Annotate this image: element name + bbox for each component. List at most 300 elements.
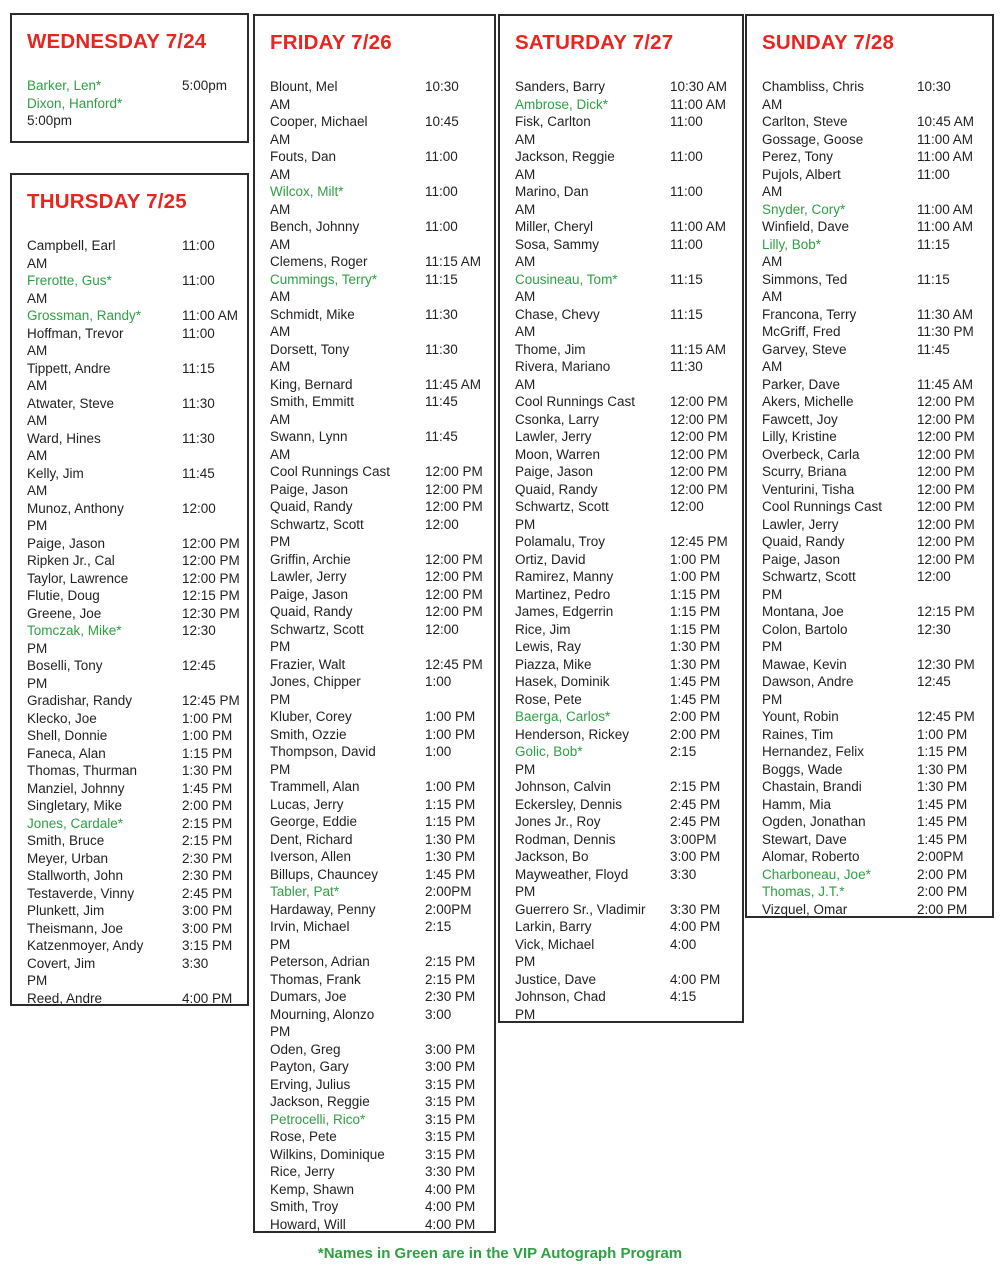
schedule-entry: [270, 831, 484, 849]
signing-time: 11:15: [425, 271, 458, 287]
guest-name: Cooper, Michael: [270, 114, 368, 129]
signing-time: 12:00 PM: [917, 516, 975, 532]
signing-time: 11:00: [670, 236, 703, 252]
guest-name: Clemens, Roger: [270, 254, 368, 269]
schedule-entry: [515, 393, 732, 411]
schedule-entry: [270, 568, 484, 586]
schedule-entry: [270, 428, 484, 463]
guest-name: Rose, Pete: [270, 1129, 337, 1144]
signing-time: 12:45 PM: [670, 534, 728, 549]
guest-name: Chambliss, Chris: [762, 79, 865, 94]
schedule-entry: [762, 463, 982, 481]
signing-time: 1:00 PM: [182, 710, 233, 726]
guest-name-vip: Lilly, Bob*: [762, 236, 822, 252]
schedule-entry: [762, 201, 982, 219]
guest-name: Perez, Tony: [762, 149, 834, 164]
schedule-entry: [270, 988, 484, 1006]
signing-time: 2:00 PM: [917, 901, 968, 917]
schedule-entry: [27, 797, 237, 815]
signing-time-wrapped: PM: [270, 534, 291, 549]
schedule-entry: [762, 306, 982, 324]
guest-name: Jackson, Bo: [515, 849, 589, 864]
schedule-entry: [27, 832, 237, 850]
guest-name: Howard, Will: [270, 1216, 346, 1232]
signing-time: 12:30: [182, 623, 216, 638]
signing-time-wrapped: PM: [515, 1006, 536, 1022]
signing-time: 12:00: [670, 499, 704, 514]
schedule-entry: [27, 95, 237, 130]
signing-time: 11:45: [425, 394, 458, 409]
signing-time: 1:30 PM: [917, 761, 968, 777]
guest-name: Manziel, Johnny: [27, 780, 125, 796]
signing-time: 11:00: [670, 184, 703, 199]
guest-name-vip: Wilcox, Milt*: [270, 184, 344, 199]
schedule-entry: [270, 726, 484, 744]
schedule-entry: [27, 850, 237, 868]
schedule-entry: [515, 988, 732, 1023]
signing-time: 12:00 PM: [182, 535, 240, 551]
schedule-entry: [515, 78, 732, 96]
day-box-thursday: [10, 173, 249, 1006]
signing-time: 4:00 PM: [182, 990, 233, 1006]
signing-time: 12:45 PM: [917, 709, 975, 724]
guest-name: Jones, Chipper: [270, 674, 361, 689]
signing-time: 12:00 PM: [917, 429, 975, 444]
schedule-entry: [762, 341, 982, 376]
guest-name: James, Edgerrin: [515, 604, 614, 619]
guest-name: Paige, Jason: [515, 464, 594, 479]
signing-time: 12:00 PM: [917, 394, 975, 409]
signing-time: 11:00 AM: [917, 201, 974, 217]
signing-time: 11:00 AM: [670, 96, 727, 112]
guest-name: Thomas, Frank: [270, 971, 361, 987]
schedule-entry: [27, 325, 237, 360]
guest-name: Parker, Dave: [762, 376, 841, 392]
guest-name: Quaid, Randy: [515, 481, 598, 497]
guest-name: Schwartz, Scott: [270, 516, 364, 532]
signing-time-wrapped: 5:00pm: [27, 113, 73, 128]
signing-time-wrapped: AM: [270, 236, 291, 252]
guest-name: Payton, Gary: [270, 1059, 349, 1074]
guest-name: Ramirez, Manny: [515, 569, 614, 584]
signing-time: 3:00 PM: [425, 1041, 476, 1057]
signing-time-wrapped: AM: [515, 166, 536, 182]
signing-time: 11:15 AM: [670, 341, 727, 357]
guest-name: Simmons, Ted: [762, 271, 848, 287]
guest-name: Rose, Pete: [515, 691, 582, 707]
guest-name: Hardaway, Penny: [270, 901, 376, 917]
guest-name: Quaid, Randy: [270, 499, 353, 514]
guest-name-vip: Grossman, Randy*: [27, 308, 142, 323]
schedule-entry: [762, 236, 982, 271]
guest-name: Smith, Ozzie: [270, 726, 347, 742]
schedule-entry: [515, 971, 732, 989]
guest-name: Boggs, Wade: [762, 761, 843, 777]
signing-time: 1:15 PM: [917, 744, 968, 759]
schedule-entry: [762, 411, 982, 429]
schedule-entry: [762, 166, 982, 201]
signing-time: 3:30 PM: [670, 901, 721, 917]
guest-name-vip: Snyder, Cory*: [762, 201, 846, 217]
signing-time: 1:30 PM: [917, 779, 968, 794]
guest-name: Fisk, Carlton: [515, 114, 591, 129]
schedule-entry: [515, 498, 732, 533]
schedule-entry: [270, 796, 484, 814]
schedule-entry: [762, 393, 982, 411]
signing-time: 1:15 PM: [182, 745, 233, 761]
signing-time: 1:00 PM: [425, 709, 476, 724]
schedule-entry: [270, 218, 484, 253]
signing-time-wrapped: AM: [270, 446, 291, 462]
schedule-entry: [762, 743, 982, 761]
guest-name: Alomar, Roberto: [762, 849, 860, 864]
signing-time: 11:00 AM: [917, 219, 974, 234]
signing-time-wrapped: AM: [270, 359, 291, 374]
signing-time: 3:30: [182, 955, 209, 971]
signing-time: 12:00 PM: [917, 464, 975, 479]
signing-time-wrapped: PM: [762, 586, 783, 602]
schedule-entry: [515, 533, 732, 551]
signing-time: 11:30: [425, 306, 458, 322]
signing-time: 12:00: [425, 621, 459, 637]
guest-name: Kelly, Jim: [27, 465, 84, 481]
guest-name: Dent, Richard: [270, 831, 353, 847]
schedule-entry: [762, 673, 982, 708]
schedule-entry: [270, 78, 484, 113]
schedule-entry: [515, 113, 732, 148]
schedule-entry: [270, 1058, 484, 1076]
schedule-entry: [270, 498, 484, 516]
entry-list-friday: [270, 78, 484, 1233]
schedule-entry: [515, 551, 732, 569]
guest-name: Mourning, Alonzo: [270, 1006, 375, 1022]
schedule-entry: [515, 778, 732, 796]
schedule-entry: [270, 551, 484, 569]
signing-time: 1:00: [425, 674, 452, 689]
guest-name: Paige, Jason: [27, 535, 106, 551]
schedule-entry: [515, 183, 732, 218]
signing-time: 12:00 PM: [182, 570, 240, 586]
guest-name: Billups, Chauncey: [270, 866, 379, 882]
signing-time: 12:15 PM: [917, 604, 975, 619]
schedule-entry: [515, 813, 732, 831]
signing-time: 12:00: [182, 500, 216, 516]
signing-time: 2:45 PM: [670, 814, 721, 829]
guest-name: Munoz, Anthony: [27, 500, 124, 516]
signing-time: 11:00: [182, 273, 215, 288]
schedule-entry: [27, 535, 240, 553]
schedule-entry: [270, 271, 484, 306]
signing-time: 11:00 AM: [917, 131, 974, 147]
schedule-entry: [270, 306, 484, 341]
schedule-entry: [270, 1146, 484, 1164]
guest-name: Lawler, Jerry: [515, 429, 592, 444]
schedule-entry: [270, 393, 484, 428]
schedule-entry: [27, 605, 240, 623]
schedule-entry: [762, 778, 982, 796]
schedule-entry: [27, 272, 237, 307]
schedule-entry: [270, 1006, 484, 1041]
signing-time: 11:45: [182, 465, 215, 481]
signing-time: 12:00 PM: [425, 586, 483, 602]
guest-name: Iverson, Allen: [270, 849, 352, 864]
guest-name: Henderson, Rickey: [515, 726, 630, 742]
schedule-entry: [762, 813, 982, 831]
signing-time: 11:15 AM: [425, 254, 482, 269]
guest-name: Mawae, Kevin: [762, 656, 847, 672]
guest-name: Chastain, Brandi: [762, 779, 862, 794]
guest-name: Polamalu, Troy: [515, 534, 606, 549]
signing-time-wrapped: AM: [27, 413, 48, 428]
day-box-sunday: [745, 14, 994, 918]
schedule-entry: [27, 360, 237, 395]
guest-name: Schwartz, Scott: [515, 499, 609, 514]
schedule-entry: [762, 603, 982, 621]
guest-name: Paige, Jason: [270, 586, 349, 602]
schedule-entry: [270, 603, 484, 621]
guest-name: Chase, Chevy: [515, 306, 600, 322]
signing-time: 11:45: [425, 429, 458, 444]
guest-name: Swann, Lynn: [270, 429, 348, 444]
schedule-entry: [762, 376, 982, 394]
guest-name-vip: Frerotte, Gus*: [27, 273, 112, 288]
guest-name: Lawler, Jerry: [270, 569, 347, 584]
guest-name: Rice, Jim: [515, 621, 571, 637]
day-title-sunday: SUNDAY 7/28: [762, 31, 895, 54]
signing-time: 12:00: [917, 569, 951, 584]
signing-time-wrapped: AM: [27, 255, 48, 271]
signing-time-wrapped: AM: [762, 184, 783, 199]
schedule-entry: [762, 796, 982, 814]
guest-name: Vick, Michael: [515, 936, 595, 952]
signing-time-wrapped: PM: [515, 761, 536, 777]
guest-name-vip: Tomczak, Mike*: [27, 623, 122, 638]
schedule-entry: [27, 937, 237, 955]
schedule-entry: [270, 183, 484, 218]
signing-time-wrapped: PM: [27, 518, 48, 533]
schedule-entry: [515, 271, 732, 306]
signing-time-wrapped: AM: [27, 448, 48, 463]
guest-name: Kluber, Corey: [270, 709, 352, 724]
guest-name: Venturini, Tisha: [762, 481, 855, 497]
schedule-entry: [762, 428, 982, 446]
day-title-wednesday: WEDNESDAY 7/24: [27, 30, 207, 53]
signing-time-wrapped: AM: [515, 201, 536, 217]
signing-time: 3:15 PM: [425, 1076, 476, 1092]
signing-time: 2:30 PM: [425, 989, 476, 1004]
guest-name: Jackson, Reggie: [270, 1094, 370, 1109]
guest-name: Akers, Michelle: [762, 394, 854, 409]
signing-time: 12:00 PM: [670, 429, 728, 444]
signing-time-wrapped: PM: [762, 691, 783, 707]
signing-time: 12:00 PM: [182, 553, 240, 568]
guest-name: Oden, Greg: [270, 1041, 341, 1057]
guest-name: Larkin, Barry: [515, 919, 592, 934]
schedule-entry: [762, 656, 982, 674]
schedule-entry: [270, 1076, 484, 1094]
guest-name: Csonka, Larry: [515, 411, 600, 427]
signing-time: 12:45: [182, 658, 216, 673]
guest-name: Cool Runnings Cast: [515, 394, 636, 409]
schedule-entry: [270, 376, 484, 394]
schedule-entry: [270, 743, 484, 778]
schedule-entry: [762, 516, 982, 534]
signing-time: 1:45 PM: [425, 866, 476, 882]
guest-name: Mayweather, Floyd: [515, 866, 629, 882]
signing-time-wrapped: AM: [270, 324, 291, 339]
schedule-entry: [270, 463, 484, 481]
schedule-entry: [27, 430, 237, 465]
signing-time: 2:00 PM: [670, 726, 721, 742]
signing-time: 1:15 PM: [670, 621, 721, 637]
signing-time: 11:30: [425, 341, 458, 357]
signing-time: 4:00 PM: [670, 919, 721, 934]
guest-name: Covert, Jim: [27, 955, 96, 971]
schedule-entry: [270, 673, 484, 708]
schedule-entry: [270, 253, 484, 271]
schedule-entry: [515, 673, 732, 691]
signing-time-wrapped: AM: [515, 324, 536, 339]
guest-name: Cool Runnings Cast: [270, 464, 391, 479]
schedule-entry: [515, 796, 732, 814]
schedule-entry: [762, 848, 982, 866]
guest-name-vip: Tabler, Pat*: [270, 884, 340, 899]
signing-time: 3:00 PM: [182, 920, 233, 936]
signing-time: 12:00 PM: [425, 551, 483, 567]
guest-name: Ripken Jr., Cal: [27, 553, 115, 568]
guest-name: Yount, Robin: [762, 709, 839, 724]
signing-time: 11:15: [182, 360, 215, 376]
guest-name: Rivera, Mariano: [515, 359, 611, 374]
signing-time: 2:15 PM: [425, 954, 476, 969]
entry-list-saturday: [515, 78, 732, 1023]
schedule-entry: [515, 726, 732, 744]
schedule-entry: [27, 395, 237, 430]
signing-time: 10:30 AM: [670, 79, 728, 94]
signing-time-wrapped: AM: [270, 96, 291, 112]
guest-name: Shell, Donnie: [27, 728, 108, 743]
guest-name: Thompson, David: [270, 744, 376, 759]
signing-time: 2:00 PM: [917, 866, 968, 882]
signing-time-wrapped: AM: [515, 254, 536, 269]
signing-time: 1:30 PM: [425, 849, 476, 864]
schedule-entry: [515, 831, 732, 849]
vip-legend: *Names in Green are in the VIP Autograph Program: [317, 1245, 683, 1262]
entry-list-sunday: [762, 78, 982, 918]
signing-time-wrapped: AM: [762, 289, 783, 304]
signing-time: 10:30: [917, 79, 951, 94]
schedule-entry: [515, 638, 732, 656]
schedule-entry: [515, 148, 732, 183]
schedule-entry: [270, 1181, 484, 1199]
signing-time-wrapped: PM: [27, 973, 48, 988]
guest-name: Quaid, Randy: [762, 534, 845, 549]
schedule-entry: [270, 813, 484, 831]
signing-time: 1:00 PM: [670, 569, 721, 584]
guest-name: Klecko, Joe: [27, 710, 97, 726]
guest-name: Marino, Dan: [515, 184, 589, 199]
schedule-entry: [270, 1041, 484, 1059]
schedule-entry: [762, 271, 982, 306]
schedule-entry: [27, 587, 240, 605]
schedule-entry: [515, 463, 732, 481]
guest-name: Tippett, Andre: [27, 360, 111, 376]
signing-time: 11:15: [917, 236, 950, 252]
guest-name: Hoffman, Trevor: [27, 325, 124, 341]
signing-time: 11:45 AM: [425, 376, 482, 392]
schedule-entry: [762, 498, 982, 516]
signing-time: 1:15 PM: [670, 604, 721, 619]
guest-name: Martinez, Pedro: [515, 586, 611, 602]
guest-name: Fawcett, Joy: [762, 411, 838, 427]
schedule-entry: [515, 428, 732, 446]
schedule-entry: [27, 815, 237, 833]
guest-name: Carlton, Steve: [762, 114, 848, 129]
schedule-entry: [515, 866, 732, 901]
signing-time: 3:15 PM: [425, 1111, 476, 1127]
signing-time: 12:30: [917, 621, 951, 637]
schedule-entry: [515, 621, 732, 639]
schedule-entry: [762, 568, 982, 603]
signing-time-wrapped: AM: [27, 483, 48, 498]
signing-time-wrapped: AM: [515, 131, 536, 147]
guest-name: Stallworth, John: [27, 868, 124, 883]
guest-name: Piazza, Mike: [515, 656, 592, 672]
guest-name: Smith, Troy: [270, 1199, 339, 1214]
schedule-entry: [515, 901, 732, 919]
schedule-entry: [270, 883, 484, 901]
signing-time: 12:00 PM: [917, 499, 975, 514]
schedule-entry: [27, 780, 237, 798]
signing-time: 2:15 PM: [670, 779, 721, 794]
schedule-entry: [762, 131, 982, 149]
signing-time-wrapped: PM: [27, 675, 48, 691]
guest-name: Irvin, Michael: [270, 919, 350, 934]
schedule-entry: [762, 218, 982, 236]
signing-time: 2:00PM: [425, 901, 472, 917]
schedule-entry: [270, 918, 484, 953]
guest-name: Thomas, Thurman: [27, 763, 138, 778]
signing-time: 11:15: [917, 271, 950, 287]
guest-name: Thome, Jim: [515, 341, 586, 357]
schedule-entry: [762, 866, 982, 884]
guest-name: Hernandez, Felix: [762, 744, 865, 759]
signing-time-wrapped: PM: [515, 884, 536, 899]
signing-time-wrapped: AM: [515, 376, 536, 392]
guest-name: Testaverde, Vinny: [27, 885, 135, 901]
schedule-entry: [27, 77, 237, 95]
schedule-entry: [762, 621, 982, 656]
guest-name: Sosa, Sammy: [515, 236, 600, 252]
signing-time: 12:45 PM: [425, 656, 483, 672]
signing-time-wrapped: AM: [270, 289, 291, 304]
schedule-entry: [270, 1163, 484, 1181]
signing-time: 3:00: [425, 1006, 452, 1022]
signing-time: 1:15 PM: [425, 796, 476, 812]
schedule-entry: [270, 516, 484, 551]
guest-name: Hamm, Mia: [762, 796, 832, 812]
schedule-entry: [515, 691, 732, 709]
guest-name: Lucas, Jerry: [270, 796, 344, 812]
guest-name: Greene, Joe: [27, 605, 102, 621]
signing-time: 1:45 PM: [182, 780, 233, 796]
schedule-entry: [515, 848, 732, 866]
signing-time: 11:00 AM: [182, 308, 239, 323]
guest-name: Montana, Joe: [762, 604, 844, 619]
guest-name: Katzenmoyer, Andy: [27, 938, 144, 953]
signing-time: 4:00 PM: [670, 971, 721, 987]
schedule-entry: [27, 885, 237, 903]
